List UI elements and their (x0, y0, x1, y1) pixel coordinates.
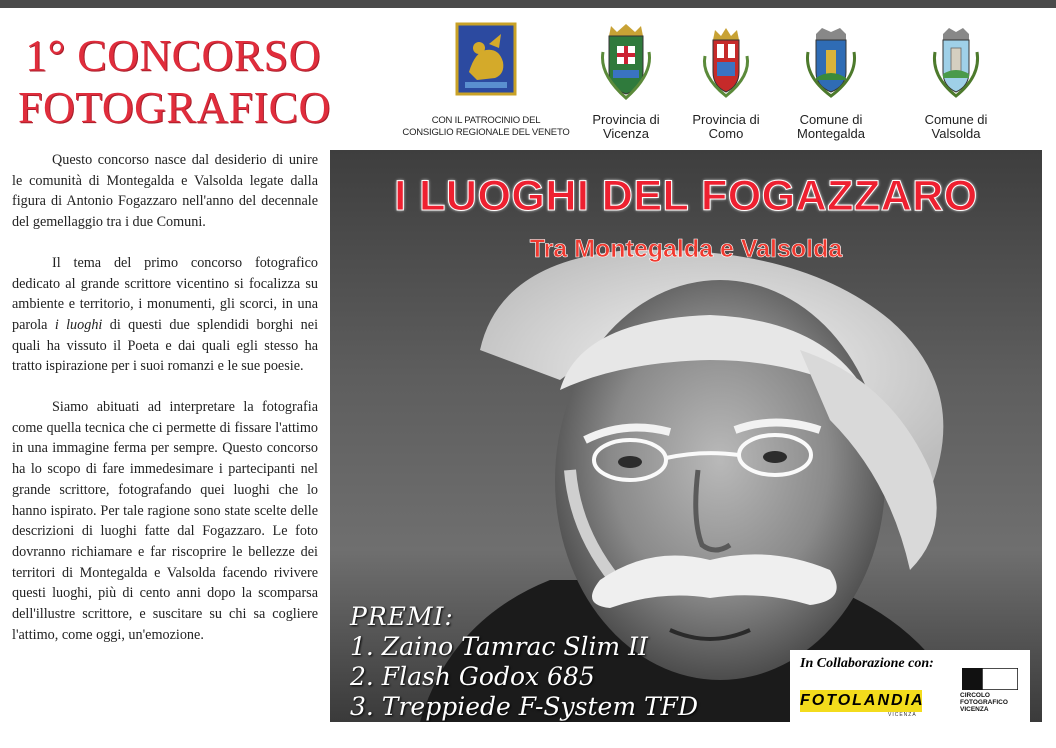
patron-valsolda-line2: Valsolda (931, 126, 981, 141)
patron-como (676, 22, 776, 141)
patron-valsolda-line1: Comune di (924, 112, 988, 127)
poster-title: I LUOGHI DEL FOGAZZARO (394, 172, 978, 220)
collaboration-box (790, 650, 1030, 722)
intro-paragraph-2-end: di questi due splendidi borghi nei quali ha vissuto il Poeta e dai quali egli stesso ha tratto ispirazione per i suoi romanzi e le sue poesie. (12, 316, 319, 375)
patron-como-line1: Provincia di (692, 112, 760, 127)
poster-image (330, 150, 1042, 722)
intro-paragraph-2 (12, 253, 318, 377)
top-border (0, 0, 1056, 8)
prize-item: 2. Flash Godox 685 (350, 662, 595, 691)
patron-vicenza-line1: Provincia di (592, 112, 660, 127)
prizes-list (350, 602, 698, 722)
patron-montegalda-line1: Comune di (799, 112, 863, 127)
prize-item: 3. Treppiede F-System TFD (350, 692, 699, 721)
fotolandia-logo: FOTOLANDIA (800, 690, 922, 712)
collaboration-label: In Collaborazione con: (800, 656, 934, 671)
prizes-heading: PREMI: (350, 602, 454, 631)
patron-valsolda (896, 22, 1016, 141)
fotolandia-city: VICENZA (888, 712, 917, 718)
intro-paragraph-2-start: Il tema del primo concorso fotografico dedicato al grande scrittore vicentino si focalizza su ambiente e territorio, i monumenti, gli scorci, in una parola (12, 254, 318, 333)
como-crest-icon (697, 22, 755, 100)
intro-paragraph-3: Siamo abituati ad interpretare la fotografia come quella tecnica che ci permette di fissare l'attimo in una immagine ferma per sempre. Questo concorso ha lo scopo di fare immedesimare i partecipanti nel grande scrittore, fotografando quei luoghi che lo hanno ispirato. Per tale ragione sono state scelte delle descrizioni di luoghi fatte dal Fogazzaro. Le foto dovranno richiamare e far riscoprire le bellezze dei territori di Montegalda e Valsolda facendo rivivere questi luoghi, più di cento anni dopo la scomparsa dell'illustre scrittore, e suscitare su chi sa cogliere l'attimo, come oggi, un'emozione. (12, 399, 318, 643)
patron-montegalda (776, 22, 886, 141)
intro-emphasis: i luoghi (54, 316, 103, 333)
intro-text (12, 150, 318, 665)
intro-paragraph-1: Questo concorso nasce dal desiderio di unire le comunità di Montegalda e Valsolda legate dalla figura di Antonio Fogazzaro nell'anno del decennale del gemellaggio tra i due Comuni. (12, 152, 318, 231)
patron-vicenza-line2: Vicenza (602, 126, 649, 141)
page-title (18, 30, 331, 134)
title-line-2: FOTOGRAFICO (18, 83, 331, 132)
patron-montegalda-line2: Montegalda (797, 126, 865, 141)
valsolda-crest-icon (927, 22, 985, 100)
patron-logos (396, 22, 1056, 142)
vicenza-crest-icon (597, 22, 655, 100)
circolo-fotografico-name: CIRCOLO FOTOGRAFICO VICENZA (960, 692, 1008, 713)
veneto-lion-crest-icon (455, 22, 517, 96)
patron-veneto-line1: CON IL PATROCINIO DEL (431, 115, 541, 126)
patron-veneto (396, 22, 576, 139)
poster-subtitle: Tra Montegalda e Valsolda (529, 235, 843, 263)
title-line-1: 1° CONCORSO (25, 31, 321, 80)
circolo-fotografico-logo-icon (962, 668, 1018, 690)
montegalda-crest-icon (802, 22, 860, 100)
patron-como-line2: Como (708, 126, 744, 141)
prize-item: 1. Zaino Tamrac Slim II (350, 632, 648, 661)
patron-veneto-line2: CONSIGLIO REGIONALE DEL VENETO (402, 127, 570, 138)
patron-vicenza (576, 22, 676, 141)
